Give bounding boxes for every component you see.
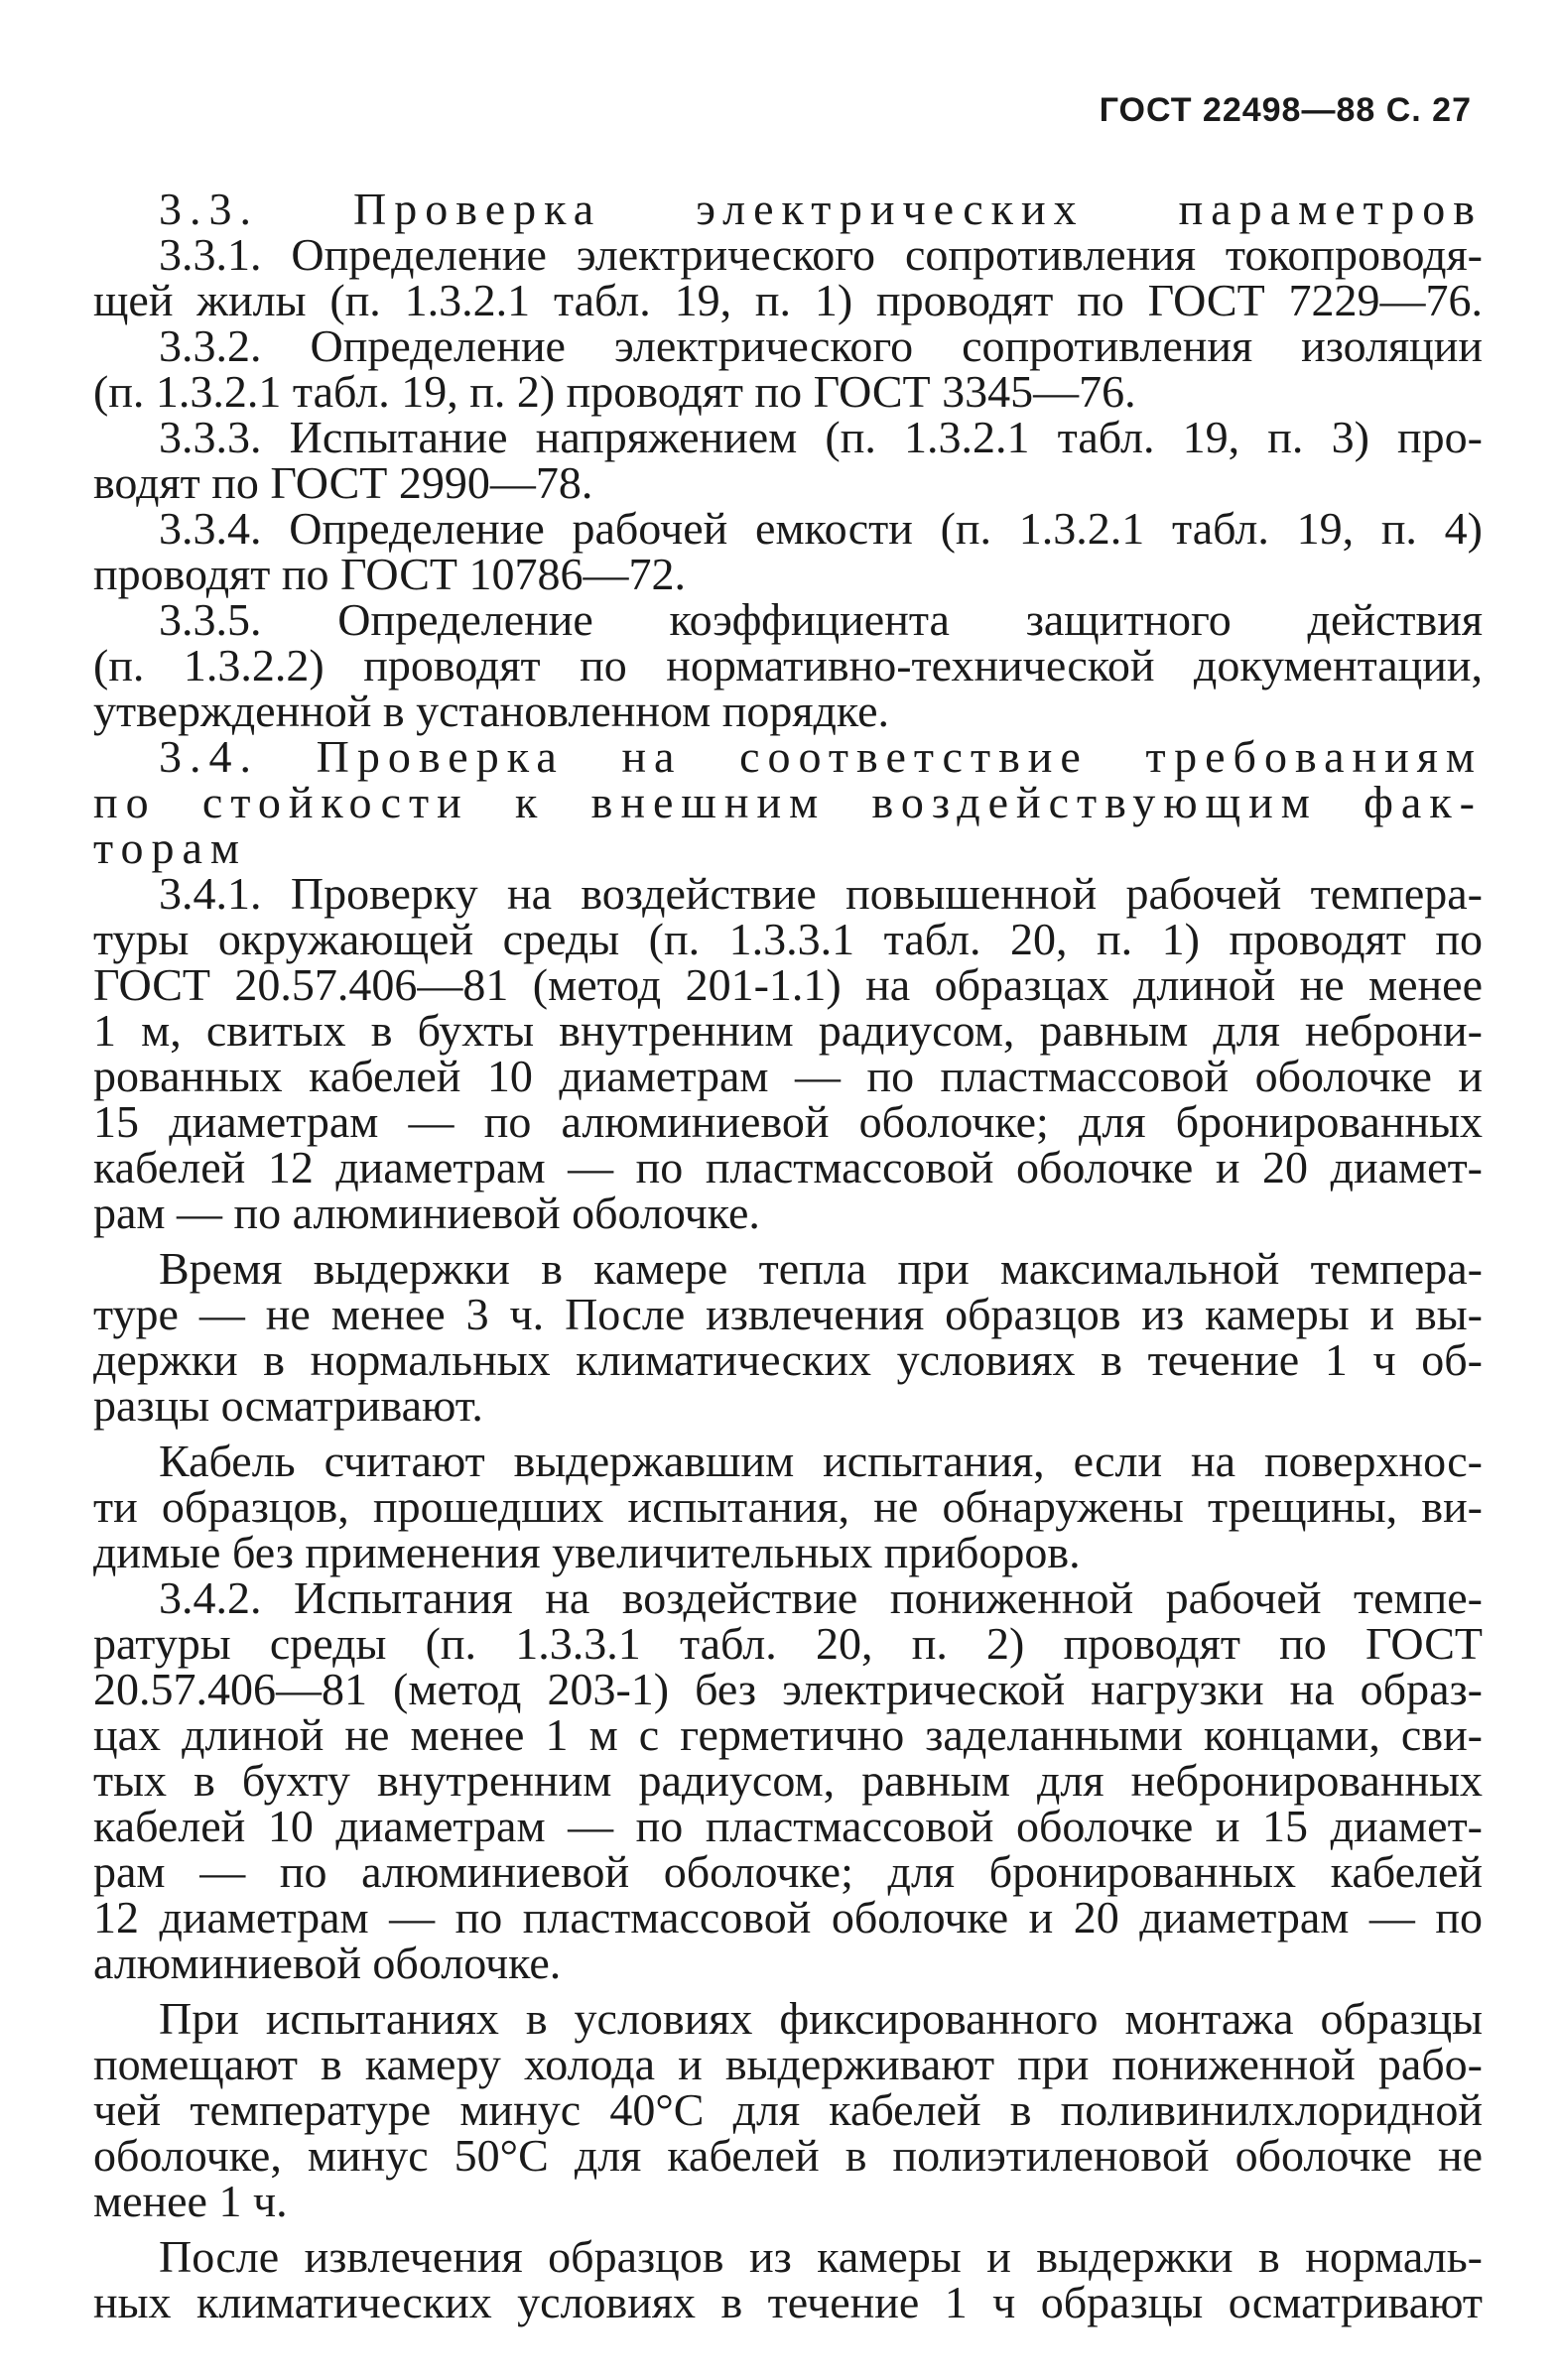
text-line: 3.3.1. Определение электрического сопротивления токопроводя- [159, 229, 1483, 280]
text-line: Кабель считают выдержавшим испытания, если на поверхнос- [159, 1436, 1483, 1486]
text-line: 3.4.2. Испытания на воздействие пониженной рабочей темпе- [159, 1572, 1483, 1623]
text-line: цах длиной не менее 1 м с герметично заделанными концами, сви- [93, 1709, 1483, 1760]
text-line: 3.3.3. Испытание напряжением (п. 1.3.2.1 табл. 19, п. 3) про- [159, 412, 1483, 462]
text-line: ратуры среды (п. 1.3.3.1 табл. 20, п. 2) проводят по ГОСТ [93, 1618, 1483, 1669]
section-heading: 3.3. Проверка электрических параметров [159, 184, 1483, 234]
text-line: кабелей 12 диаметрам — по пластмассовой оболочке и 20 диамет- [93, 1142, 1483, 1192]
text-line: 15 диаметрам — по алюминиевой оболочке; для бронированных [93, 1096, 1483, 1147]
text-line: утвержденной в установленном порядке. [93, 686, 890, 736]
text-line: туры окружающей среды (п. 1.3.3.1 табл. 20, п. 1) проводят по [93, 914, 1483, 964]
text-line: 3.4.1. Проверку на воздействие повышенной рабочей темпера- [159, 868, 1483, 919]
text-line: оболочке, минус 50°С для кабелей в полиэтиленовой оболочке не [93, 2130, 1483, 2181]
text-line: помещают в камеру холода и выдерживают при пониженной рабо- [93, 2039, 1483, 2089]
running-head: ГОСТ 22498—88 С. 27 [1099, 91, 1472, 129]
text-line: При испытаниях в условиях фиксированного монтажа образцы [159, 1993, 1483, 2044]
text-line: рованных кабелей 10 диаметрам — по пластмассовой оболочке и [93, 1051, 1483, 1101]
text-line: (п. 1.3.2.2) проводят по нормативно-технической документации, [93, 640, 1483, 690]
text-line: Время выдержки в камере тепла при максимальной темпера- [159, 1243, 1483, 1294]
text-line: ных климатических условиях в течение 1 ч образцы осматривают [93, 2277, 1483, 2327]
text-line: 12 диаметрам — по пластмассовой оболочке и 20 диаметрам — по [93, 1892, 1483, 1942]
text-line: 3.3.5. Определение коэффициента защитного действия [159, 594, 1483, 645]
text-line: держки в нормальных климатических условиях в течение 1 ч об- [93, 1334, 1483, 1385]
text-line: щей жилы (п. 1.3.2.1 табл. 19, п. 1) проводят по ГОСТ 7229—76. [93, 275, 1483, 325]
text-line: (п. 1.3.2.1 табл. 19, п. 2) проводят по ГОСТ 3345—76. [93, 366, 1136, 417]
text-line: проводят по ГОСТ 10786—72. [93, 549, 686, 599]
section-heading: торам [93, 822, 248, 873]
text-line: 3.3.4. Определение рабочей емкости (п. 1.3.2.1 табл. 19, п. 4) [159, 503, 1483, 554]
body-text [93, 184, 1483, 2327]
text-line: После извлечения образцов из камеры и выдержки в нормаль- [159, 2231, 1483, 2282]
text-line: рам — по алюминиевой оболочке. [93, 1188, 760, 1238]
text-line: разцы осматривают. [93, 1380, 483, 1431]
text-line: 1 м, свитых в бухты внутренним радиусом, равным для неброни- [93, 1005, 1483, 1056]
text-line: 3.3.2. Определение электрического сопротивления изоляции [159, 320, 1483, 371]
text-line: чей температуре минус 40°С для кабелей в поливинилхлоридной [93, 2084, 1483, 2135]
text-line: кабелей 10 диаметрам — по пластмассовой оболочке и 15 диамет- [93, 1801, 1483, 1851]
section-heading: 3.4. Проверка на соответствие требованиям [159, 731, 1483, 782]
text-line: тых в бухту внутренним радиусом, равным для небронированных [93, 1755, 1483, 1806]
text-line: водят по ГОСТ 2990—78. [93, 457, 593, 508]
text-line: 20.57.406—81 (метод 203-1) без электрической нагрузки на образ- [93, 1664, 1483, 1714]
text-line: менее 1 ч. [93, 2176, 288, 2226]
text-line: ти образцов, прошедших испытания, не обнаружены трещины, ви- [93, 1481, 1483, 1532]
text-line: алюминиевой оболочке. [93, 1938, 562, 1988]
text-line: рам — по алюминиевой оболочке; для бронированных кабелей [93, 1846, 1483, 1897]
text-line: туре — не менее 3 ч. После извлечения образцов из камеры и вы- [93, 1289, 1483, 1339]
text-line: ГОСТ 20.57.406—81 (метод 201-1.1) на образцах длиной не менее [93, 959, 1483, 1010]
text-line: димые без применения увеличительных приборов. [93, 1527, 1081, 1577]
section-heading: по стойкости к внешним воздействующим фак- [93, 777, 1483, 827]
